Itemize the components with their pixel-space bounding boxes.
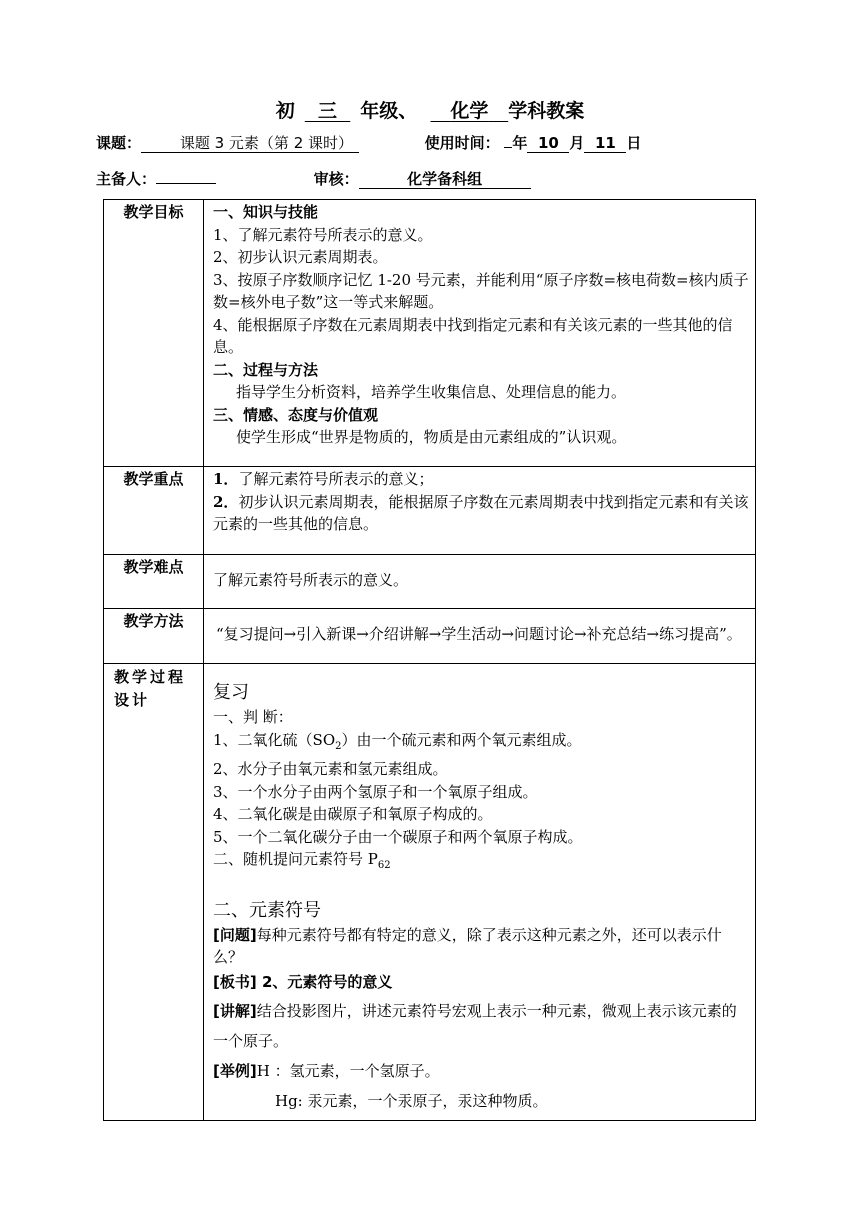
goal-item: 3、按原子序数顺序记忆 1-20 号元素，并能利用“原子序数=核电荷数=核内质子数=核外电子数”这一等式来解题。 <box>213 270 749 311</box>
judge-item-3: 3、一个水分子由两个氢原子和一个氧原子组成。 <box>213 782 538 801</box>
goals-text-2: 指导学生分析资料，培养学生收集信息、处理信息的能力。 <box>236 383 627 401</box>
preparer-value <box>156 183 216 184</box>
topic-label: 课题： <box>96 134 142 152</box>
method-row <box>104 609 756 664</box>
preparer-line <box>96 168 796 189</box>
process-row <box>104 664 756 1121</box>
key-points-row <box>104 467 756 555</box>
board-line: [板书] 2、元素符号的意义 <box>213 972 393 991</box>
judge-heading: 一、判 断： <box>213 708 293 726</box>
reviewer-label: 审核： <box>313 170 359 188</box>
key-point-2: 初步认识元素周期表，能根据原子序数在元素周期表中找到指定元素和有关该元素的一些其他的信息。 <box>213 492 749 533</box>
difficulty-row <box>104 555 756 609</box>
preparer-label: 主备人： <box>96 170 157 188</box>
lecture-paragraph: [讲解]结合投影图片，讲述元素符号宏观上表示一种元素，微观上表示该元素的一个原子。 <box>213 1001 737 1050</box>
process-label: 教学过程设计 <box>104 664 204 1121</box>
example-line-1: [举例]H ：氢元素，一个氢原子。 <box>213 1061 440 1080</box>
question-paragraph: [问题]每种元素符号都有特定的意义，除了表示这种元素之外，还可以表示什么？ <box>213 925 722 966</box>
judge-item-1: 1、二氧化硫$(SO_2)$由一个硫元素和两个氧元素组成。 <box>213 730 582 752</box>
goals-content <box>204 200 756 467</box>
topic-line: 课题： 课题 3 元素（第 2 课时） 使用时间： 年 10 月 11 日 <box>96 134 642 152</box>
grade-value: 三 <box>318 100 338 122</box>
goal-item: 1、了解元素符号所表示的意义。 <box>213 225 433 244</box>
subject-value: 化学 <box>450 100 489 122</box>
month-value: 10 <box>527 135 569 153</box>
time-label: 使用时间： <box>424 134 500 152</box>
lesson-plan-table <box>103 199 756 1121</box>
key-point-1: 了解元素符号所表示的意义； <box>238 470 434 488</box>
goals-heading-3: 三、情感、态度与价值观 <box>213 405 379 424</box>
section-heading-element-symbol: 二、元素符号 <box>213 899 321 921</box>
random-question: 二、随机提问元素符号 $P_{62}$ <box>213 850 391 871</box>
judge-item-5: 5、一个二氧化碳分子由一个碳原子和两个氧原子构成。 <box>213 827 583 846</box>
method-label: 教学方法 <box>104 609 204 664</box>
judge-item-2: 2、水分子由氧元素和氢元素组成。 <box>213 760 448 778</box>
difficulty-text: 了解元素符号所表示的意义。 <box>204 555 756 609</box>
topic-value: 课题 3 元素（第 2 课时） <box>141 135 359 153</box>
day-value: 11 <box>584 135 626 153</box>
method-text: “复习提问→引入新课→介绍讲解→学生活动→问题讨论→补充总结→练习提高”。 <box>204 609 756 664</box>
goals-text-3: 使学生形成“世界是物质的，物质是由元素组成的”认识观。 <box>236 428 627 446</box>
goals-row <box>104 200 756 467</box>
goal-item: 4、能根据原子序数在元素周期表中找到指定元素和有关该元素的一些其他的信息。 <box>213 315 733 356</box>
page-title: 初 三 年级、 化学 学科教案 <box>275 100 585 122</box>
example-line-2: Hg: 汞元素，一个汞原子，汞这种物质。 <box>275 1091 548 1110</box>
difficulty-label: 教学难点 <box>104 555 204 609</box>
key-points-content: 1．了解元素符号所表示的意义； 2．初步认识元素周期表，能根据原子序数在元素周期表中找到指定元素和有关该元素的一些其他的信息。 <box>204 467 756 555</box>
goal-item: 2、初步认识元素周期表。 <box>213 248 388 266</box>
key-points-label: 教学重点 <box>104 467 204 555</box>
reviewer-value: 化学备科组 <box>359 171 531 189</box>
goals-label: 教学目标 <box>104 200 204 467</box>
process-content <box>204 664 756 1121</box>
judge-item-4: 4、二氧化碳是由碳原子和氧原子构成的。 <box>213 805 493 823</box>
review-heading: 复习 <box>213 682 249 703</box>
goals-heading-1: 一、知识与技能 <box>213 203 319 221</box>
goals-heading-2: 二、过程与方法 <box>213 360 319 379</box>
